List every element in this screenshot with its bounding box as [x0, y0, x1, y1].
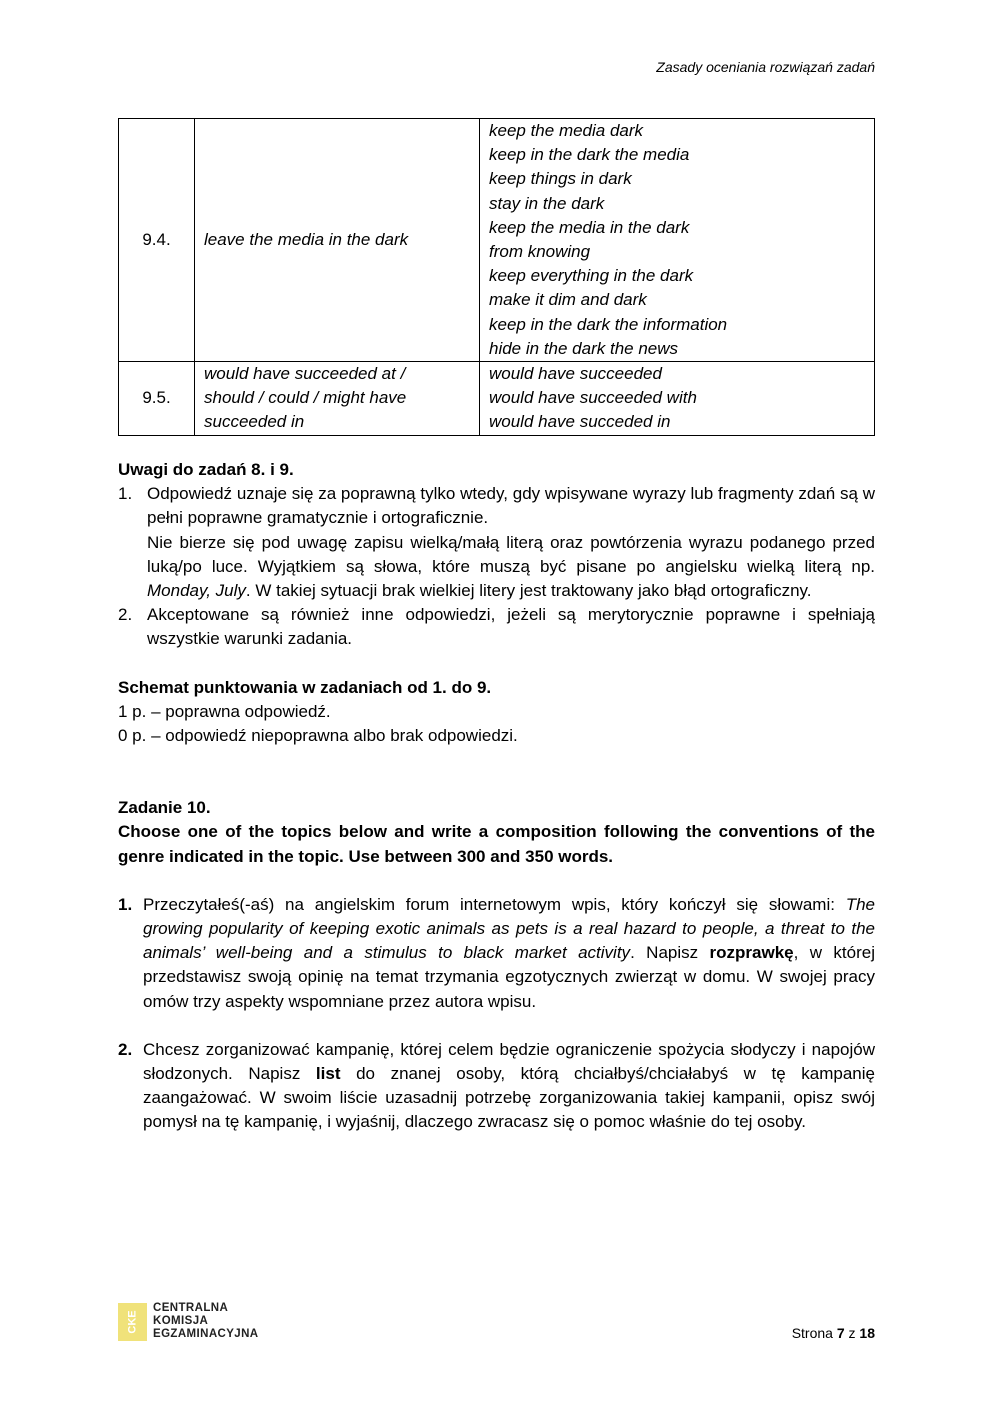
- logo-mark-text: CKE: [126, 1309, 139, 1334]
- topic-text: [143, 1038, 875, 1135]
- topic-number: 1.: [118, 894, 133, 914]
- text-span: z: [844, 1325, 860, 1341]
- logo-text: [153, 1302, 259, 1341]
- alt-line: from knowing: [489, 242, 591, 262]
- answer-line: succeeded in: [204, 412, 305, 432]
- answer-line: should / could / might have: [204, 388, 407, 408]
- task-number: 9.5.: [119, 362, 195, 436]
- alt-line: keep everything in the dark: [489, 266, 694, 286]
- notes-title: Uwagi do zadań 8. i 9.: [118, 460, 294, 479]
- alt-line: keep the media dark: [489, 121, 644, 140]
- alt-line: would have succeeded with: [489, 388, 697, 408]
- logo-icon: [118, 1303, 147, 1341]
- example-words: Monday, July: [147, 581, 246, 601]
- alt-line: make it dim and dark: [489, 290, 647, 310]
- task-number: 9.4.: [119, 119, 195, 362]
- topic-1: [118, 893, 875, 1014]
- alt-line: stay in the dark: [489, 193, 605, 213]
- alt-line: keep in the dark the information: [489, 314, 728, 334]
- quote: The growing popularity of keeping exotic animals as pets is a real hazard to people, a threat to the animals’ well-being and a stimulus to black market activity: [143, 894, 875, 963]
- genre: list: [315, 1064, 341, 1084]
- scoring-line: 1 p. – poprawna odpowiedź.: [118, 701, 331, 721]
- total-pages: 18: [859, 1325, 875, 1341]
- list-item: [118, 482, 875, 603]
- text-span: . Napisz: [630, 943, 710, 963]
- page-number: [792, 1325, 875, 1341]
- note-text: Odpowiedź uznaje się za poprawną tylko wtedy, gdy wpisywane wyrazy lub fragmenty zdań są w pełni poprawne gramatycznie i ortograficznie.: [147, 484, 875, 528]
- note-text: [147, 531, 875, 604]
- logo-line: CENTRALNA: [153, 1302, 229, 1314]
- logo-line: KOMISJA: [153, 1315, 209, 1327]
- text-span: . W takiej sytuacji brak wielkiej litery jest traktowany jako błąd ortograficzny.: [245, 581, 812, 601]
- alt-line: would have succeeded: [489, 364, 662, 384]
- notes-list: [118, 482, 875, 651]
- model-answer: [195, 119, 480, 362]
- alt-line: keep things in dark: [489, 169, 632, 189]
- text-span: Strona: [791, 1325, 837, 1341]
- alt-line: keep in the dark the media: [489, 145, 690, 165]
- task-instruction: Choose one of the topics below and write a composition following the conventions of the genre indicated in the topic. Use between 300 and 350 words.: [118, 822, 875, 866]
- page-header: Zasady oceniania rozwiązań zadań: [656, 59, 875, 75]
- list-item: [118, 603, 875, 651]
- main-content: [118, 458, 875, 1135]
- alt-line: keep the media in the dark: [489, 217, 690, 237]
- answer-table: [118, 118, 875, 436]
- logo-line: EGZAMINACYJNA: [153, 1328, 259, 1340]
- alt-line: hide in the dark the news: [489, 338, 679, 358]
- task-title: Zadanie 10.: [118, 798, 211, 818]
- topic-number: 2.: [118, 1039, 133, 1059]
- cke-logo: [118, 1302, 259, 1341]
- item-number: 2.: [118, 605, 133, 625]
- model-answer: [195, 362, 480, 436]
- note-text: Akceptowane są również inne odpowiedzi, jeżeli są merytorycznie poprawne i spełniają wszystkie warunki zadania.: [147, 605, 875, 649]
- text-span: do znanej osoby, którą chciałbyś/chciałabyś w tę kampanię zaangażować. W swoim liście uzasadnij potrzebę zorganizowania takiej kampanii, opisz swój pomysł na tę kampanię, i wyjaśnij, dlaczego zwracasz się o pomoc właśnie do tej osoby.: [143, 1064, 875, 1132]
- answer-line: leave the media in the dark: [204, 229, 409, 249]
- text-span: Przeczytałeś(-aś) na angielskim forum internetowym wpis, który kończył się słowami:: [143, 894, 846, 914]
- topic-2: [118, 1038, 875, 1135]
- scoring-title: Schemat punktowania w zadaniach od 1. do 9.: [118, 677, 492, 697]
- answer-line: would have succeeded at /: [204, 364, 406, 384]
- current-page: 7: [836, 1325, 845, 1341]
- item-number: 1.: [118, 484, 133, 504]
- text-span: Chcesz zorganizować kampanię, której celem będzie ograniczenie spożycia słodyczy i napojów słodzonych. Napisz: [143, 1039, 875, 1084]
- genre: rozprawkę: [709, 943, 794, 963]
- scoring-line: 0 p. – odpowiedź niepoprawna albo brak odpowiedzi.: [118, 726, 518, 746]
- table-row: [119, 119, 875, 362]
- text-span: Nie bierze się pod uwagę zapisu wielką/małą literą oraz powtórzenia wyrazu podanego przed luką/po luce. Wyjątkiem są słowa, które muszą być pisane po angielsku wielką literą np.: [147, 532, 875, 576]
- alt-line: would have succeded in: [489, 412, 671, 432]
- accepted-answers: [480, 119, 875, 362]
- accepted-answers: [480, 362, 875, 436]
- table-row: [119, 362, 875, 436]
- topic-text: [143, 893, 875, 1014]
- text-span: , w której przedstawisz swoją opinię na temat trzymania egzotycznych zwierząt w domu. W swojej pracy omów trzy aspekty wspomniane przez autora wpisu.: [143, 943, 875, 1011]
